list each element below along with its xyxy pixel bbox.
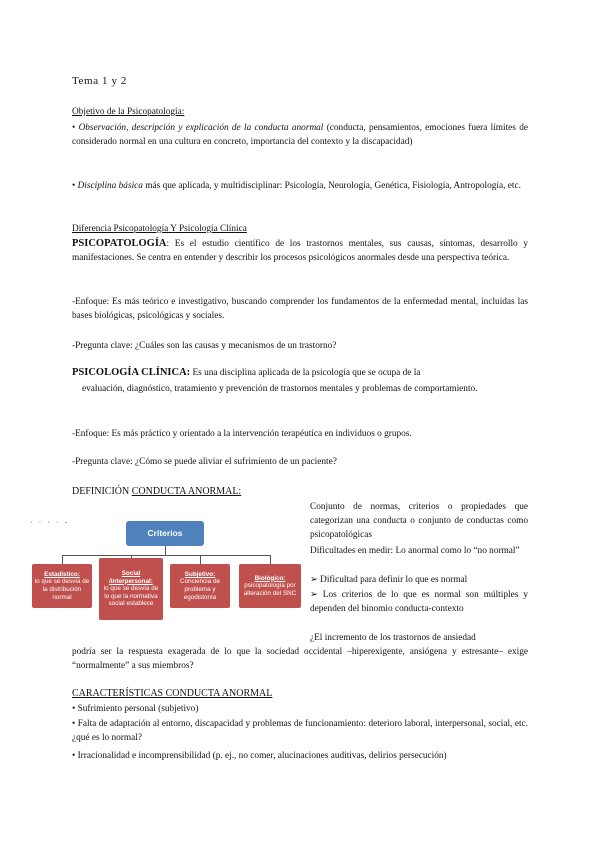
definicion-underlined: CONDUCTA ANORMAL: <box>131 486 242 497</box>
enfoque-1: -Enfoque: Es más teórico e investigativo, buscando comprender los fundamentos de la enfermedad mental, incluidas las bases biológicas, psicológicas y sociales. <box>72 297 528 321</box>
document-title: Tema 1 y 2 <box>72 75 128 87</box>
bullet-2-text: más que aplicada, y multidisciplinar: Psicología, Neurología, Genética, Fisiología, Antropología, etc. <box>145 181 521 191</box>
definicion-right-text-2: Dificultades en medir: Lo anormal como lo “no normal” <box>310 546 520 556</box>
definicion-arrow-2: ➢ Los criterios de lo que es normal son múltiples y dependen del binomio conducta-contexto <box>310 590 528 614</box>
node-body: lo que se desvía de la distribución normal <box>34 578 90 601</box>
clinica-term: PSICOLOGÍA CLÍNICA: <box>72 367 191 378</box>
bullet-1-text: (conducta, pensamientos, emociones fuera límites de considerado normal en una cultura en concreto, importancia del contexto y la discapacidad) <box>72 123 528 147</box>
clinica-definition-line-1 <box>72 366 528 380</box>
clinica-line-1: Es una disciplina aplicada de la psicología que se ocupa de la <box>192 368 421 378</box>
bullet-2-italic: Disciplina básica <box>77 181 143 191</box>
caracteristica-item-3: • Irracionalidad e incomprensibilidad (p. ej., no comer, alucinaciones auditivas, delirios persecución) <box>72 751 447 761</box>
node-body: Conciencia de problema y egodistonía <box>180 578 220 601</box>
objetivo-bullet-1 <box>72 121 528 149</box>
objetivo-bullet-2 <box>72 179 528 193</box>
connector-horizontal <box>62 555 270 556</box>
definicion-right-text-1: Conjunto de normas, criterios o propiedades que categorizan una conducta o conjunto de conductas como psicopatológicas <box>310 502 528 540</box>
definicion-question-rest: podría ser la respuesta exagerada de lo que la sociedad occidental –hiperexigente, ansiógena y estresante– exige “normalmente” a sus miembros? <box>72 647 528 671</box>
clinica-definition-line-2: evaluación, diagnóstico, tratamiento y prevención de trastornos mentales y problemas de comportamiento. <box>82 384 478 394</box>
connector-1 <box>62 555 63 564</box>
criterio-node-biologico <box>239 564 301 608</box>
caracteristica-item-1: • Sufrimiento personal (subjetivo) <box>72 704 199 714</box>
definicion-question-start: ¿El incremento de los trastornos de ansiedad <box>310 633 476 643</box>
diferencia-heading: Diferencia Psicopatología Y Psicología Clínica <box>72 224 247 234</box>
pregunta-2: -Pregunta clave: ¿Cómo se puede aliviar el sufrimiento de un paciente? <box>72 457 337 467</box>
definicion-heading <box>72 485 241 499</box>
pregunta-1: -Pregunta clave: ¿Cuáles son las causas y mecanismos de un trastorno? <box>72 341 337 351</box>
criterio-node-estadistico <box>32 564 92 608</box>
objetivo-heading: Objetivo de la Psicopatología: <box>72 107 185 117</box>
psicopatologia-text: : Es el estudio científico de los trastornos mentales, sus causas, síntomas, desarrollo y manifestaciones. Se centra en entender y describir los procesos psicológicos anormales desde una perspectiva teórica. <box>72 239 528 263</box>
definicion-prefix: DEFINICIÓN <box>72 486 130 497</box>
node-title: Subjetivo: <box>184 570 216 578</box>
definicion-arrow-1: ➢ Dificultad para definir lo que es normal <box>310 575 468 585</box>
node-body: psicopatología por alteración del SNC <box>243 582 297 597</box>
connector-vertical <box>165 546 166 555</box>
criterios-diagram <box>30 512 308 632</box>
bullet-1-italic: Observación, descripción y explicación de la conducta anormal <box>78 123 324 133</box>
caracteristicas-heading: CARACTERÍSTICAS CONDUCTA ANORMAL <box>72 688 273 699</box>
enfoque-2: -Enfoque: Es más práctico y orientado a la intervención terapéutica en individuos o grupos. <box>72 429 412 439</box>
connector-3 <box>200 555 201 564</box>
psicopatologia-term: PSICOPATOLOGÍA <box>72 238 167 249</box>
bullet-mark: • <box>72 181 76 191</box>
psicopatologia-definition <box>72 237 528 265</box>
criterio-node-subjetivo <box>170 564 230 608</box>
connector-4 <box>270 555 271 564</box>
node-title: Social /interpersonal: <box>109 570 153 585</box>
caracteristica-item-2: • Falta de adaptación al entorno, discapacidad y problemas de funcionamiento: deterioro laboral, interpersonal, social, etc. ¿qué es lo normal? <box>72 719 528 743</box>
node-title: Biológico: <box>254 574 286 582</box>
node-body: lo que se desvía de lo que la normativa social establece <box>103 585 159 608</box>
criterios-root-node <box>126 521 204 546</box>
node-title: Estadístico: <box>44 570 80 578</box>
root-label: Criterios <box>147 527 183 538</box>
criterio-node-social <box>99 558 163 620</box>
bullet-mark: • <box>72 123 76 133</box>
diagram-artifact-dots: · · · · - <box>30 518 70 527</box>
